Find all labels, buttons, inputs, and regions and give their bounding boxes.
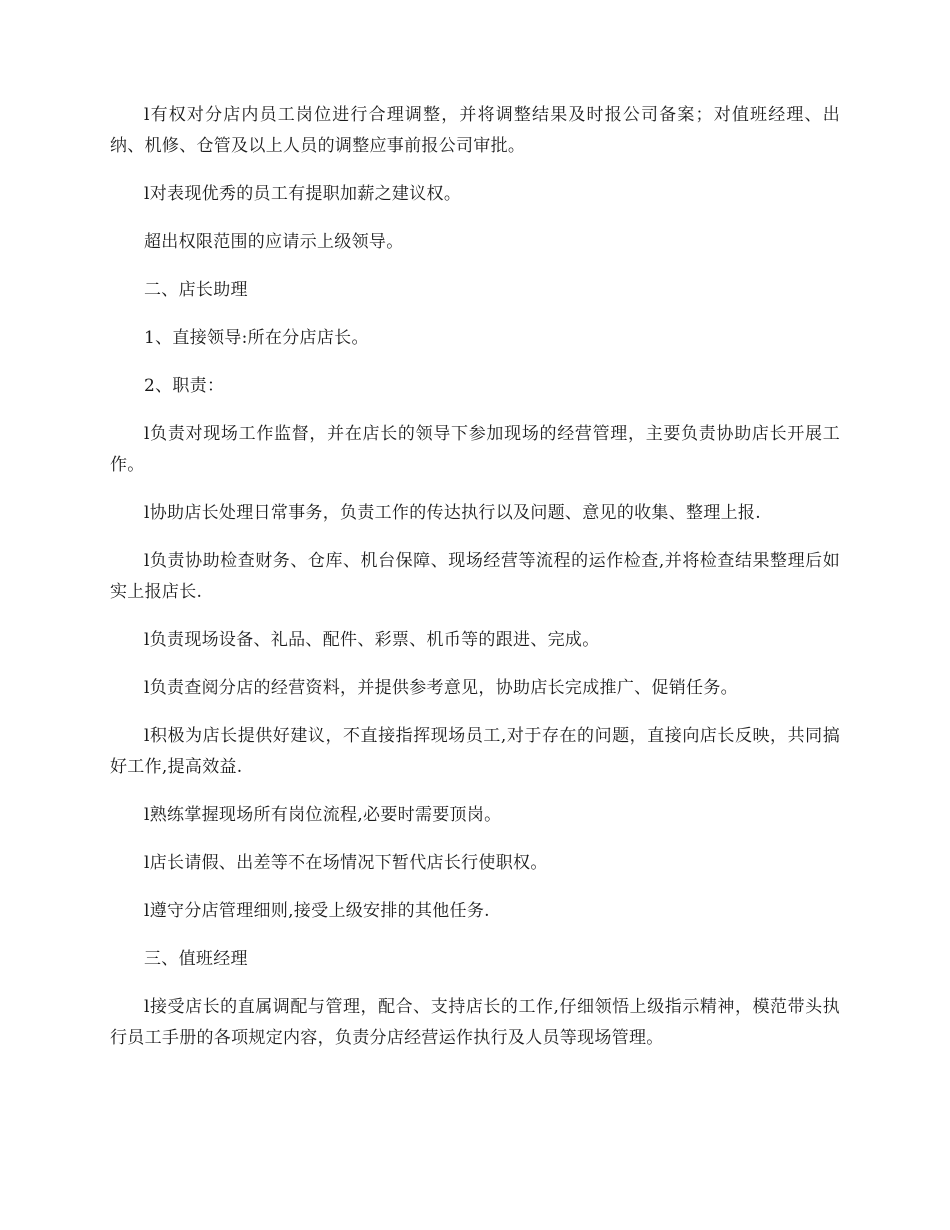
paragraph-duty-suggestions: l积极为店长提供好建议，不直接指挥现场员工,对于存在的问题，直接向店长反映，共同搞好工作,提高效益. [110,726,840,777]
paragraph-duty-daily-affairs: l协助店长处理日常事务，负责工作的传达执行以及问题、意见的收集、整理上报. [144,503,761,523]
paragraph-duty-review-data: l负责查阅分店的经营资料，并提供参考意见，协助店长完成推广、促销任务。 [144,678,738,698]
paragraph-duties-label: 2、职责： [144,376,225,396]
paragraph-duty-master-processes: l熟练掌握现场所有岗位流程,必要时需要顶岗。 [144,805,502,825]
section-heading-duty-manager: 三、值班经理 [144,949,248,969]
paragraph-adjust-positions: l有权对分店内员工岗位进行合理调整，并将调整结果及时报公司备案；对值班经理、出纳、机修、仓管及以上人员的调整应事前报公司审批。 [110,105,840,156]
paragraph-duty-follow-rules: l遵守分店管理细则,接受上级安排的其他任务. [144,901,490,921]
section-heading-assistant-manager: 二、店长助理 [144,280,248,300]
paragraph-duty-supervision: l负责对现场工作监督，并在店长的领导下参加现场的经营管理，主要负责协助店长开展工作。 [110,424,840,475]
paragraph-duty-manager-role: l接受店长的直属调配与管理，配合、支持店长的工作,仔细领悟上级指示精神，模范带头执行员工手册的各项规定内容，负责分店经营运作执行及人员等现场管理。 [110,997,840,1048]
paragraph-exceed-authority: 超出权限范围的应请示上级领导。 [144,232,404,252]
paragraph-duty-acting-manager: l店长请假、出差等不在场情况下暂代店长行使职权。 [144,853,548,873]
document-body [110,100,840,1071]
paragraph-promotion-advice: l对表现优秀的员工有提职加薪之建议权。 [144,184,462,204]
paragraph-direct-leader: 1、直接领导:所在分店店长。 [144,328,369,348]
paragraph-duty-equipment: l负责现场设备、礼品、配件、彩票、机币等的跟进、完成。 [144,630,600,650]
paragraph-duty-inspection: l负责协助检查财务、仓库、机台保障、现场经营等流程的运作检查,并将检查结果整理后如实上报店长. [110,551,840,602]
